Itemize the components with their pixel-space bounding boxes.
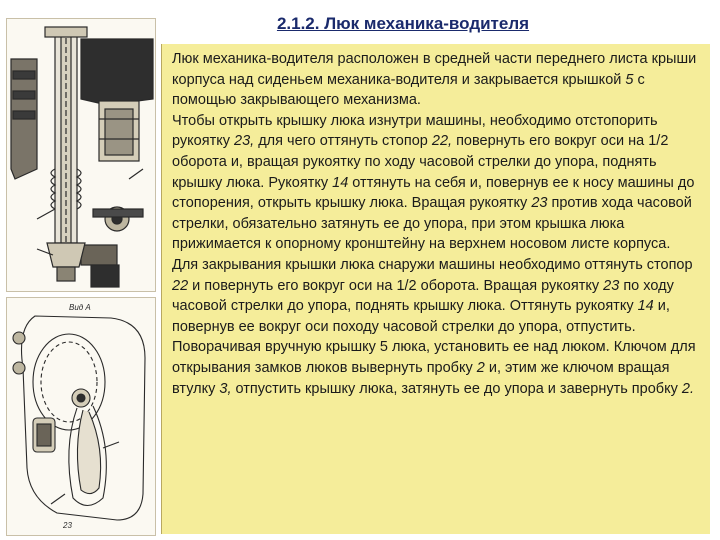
top-view-diagram [7,298,155,535]
description-text-box [161,44,710,534]
text-segment: и, повернув ее вокруг оси походу часовой стрелки до упора, отпустить. [172,298,670,335]
text-segment: против хода часовой стрелки, обязательно затянуть ее до упора, при этом крышка люка прижимается к опорному кронштейну на верхнем носовом листе корпуса. [172,195,692,253]
page-title: 2.1.2. Люк механика-водителя [276,14,530,33]
text-segment: отпустить крышку люка, затянуть ее до упора и завернуть пробку [231,380,682,397]
part-number-ref: 23 [603,277,620,294]
text-segment: Чтобы открыть крышку люка изнутри машины, необходимо отстопорить рукоятку [172,112,658,150]
text-segment: по ходу часовой стрелки до упора, поднять крышку люка. Оттянуть рукоятку [172,277,674,315]
callout-number: 23 [63,521,72,530]
part-number-ref: 22 [172,277,189,294]
text-segment: и, этим же ключом вращая втулку [172,359,670,397]
paragraph-close-outside [172,255,702,337]
text-segment: с помощью закрывающего механизма. [172,71,645,109]
text-segment: Поворачивая вручную крышку 5 люка, установить ее над люком. Ключом для открывания замков люков вывернуть пробку [172,339,696,376]
part-number-ref: 2 [476,359,485,376]
part-number-ref: 3, [219,380,232,397]
paragraph-key-open [172,337,702,399]
part-number-ref: 22, [431,133,453,150]
paragraphs-container [172,49,702,399]
text-segment: Люк механика-водителя расположен в средней части переднего листа крыши корпуса над сиденьем механика-водителя и закрывается крышкой [172,51,697,88]
paragraph-location [172,49,702,111]
hatch-top-view-drawing [6,297,156,536]
text-segment: оттянуть на себя и, повернув ее к носу машины до стопорения, открыть крышку люка. Вращая рукоятку [172,174,695,212]
part-number-ref: 14 [637,298,654,315]
paragraph-open-inside [172,111,702,255]
hatch-mechanism-drawing [6,18,156,292]
cross-section-diagram [7,19,155,291]
part-number-ref: 2. [681,380,694,397]
text-segment: Для закрывания крышки люка снаружи машины необходимо оттянуть стопор [172,256,693,273]
text-segment: повернуть его вокруг оси на 1/2 оборота и, вращая рукоятку по ходу часовой стрелки до упора, поднять крышку люка. Рукоятку [172,133,669,191]
text-segment: для чего оттянуть стопор [254,133,432,150]
text-segment: и повернуть его вокруг оси на 1/2 оборота. Вращая рукоятку [188,277,604,294]
part-number-ref: 5 [625,71,634,88]
view-caption: Вид А [69,303,91,312]
part-number-ref: 23, [234,133,255,150]
part-number-ref: 23 [531,195,548,212]
part-number-ref: 14 [332,174,349,191]
